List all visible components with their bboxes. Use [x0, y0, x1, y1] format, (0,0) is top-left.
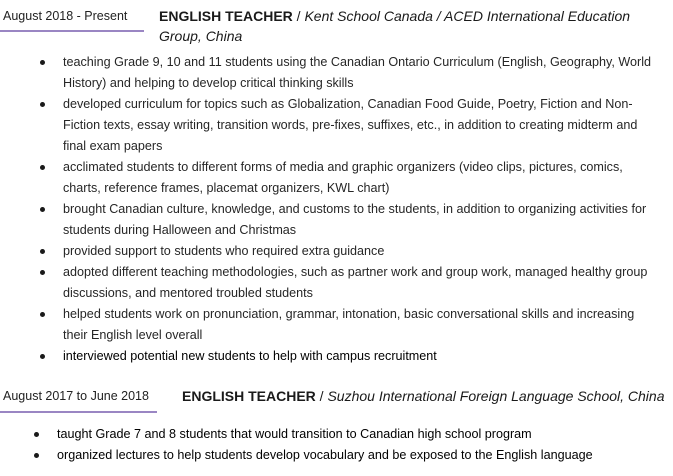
bullet-icon	[40, 354, 45, 359]
bullet-text: teaching Grade 9, 10 and 11 students using the Canadian Ontario Curriculum (English, Geography, World History) and helping to develop critical thinking skills	[63, 55, 652, 90]
bullet-text: taught Grade 7 and 8 students that would transition to Canadian high school program	[57, 427, 532, 441]
list-item	[34, 445, 664, 466]
title-separator: /	[315, 388, 328, 404]
bullet-icon	[40, 60, 45, 65]
list-item	[40, 346, 660, 367]
bullet-text: developed curriculum for topics such as Globalization, Canadian Food Guide, Poetry, Fiction and Non-Fiction texts, essay writing, transition words, pre-fixes, suffixes, etc., in addition to creating midterm and final exam papers	[63, 97, 638, 153]
list-item	[40, 262, 660, 304]
bullet-text: helped students work on pronunciation, grammar, intonation, basic conversational skills and increasing their English level overall	[63, 307, 635, 342]
list-item	[40, 304, 660, 346]
job-organization: Suzhou International Foreign Language School, China	[327, 388, 665, 404]
bullet-text: organized lectures to help students develop vocabulary and be exposed to the English language	[57, 448, 593, 462]
bullet-icon	[40, 312, 45, 317]
bullet-text: provided support to students who required extra guidance	[63, 244, 385, 258]
bullet-icon	[34, 432, 39, 437]
job-title	[182, 386, 673, 406]
job-bullet-list	[40, 52, 660, 367]
list-item	[40, 157, 660, 199]
job-date: August 2017 to June 2018	[3, 389, 149, 403]
job-bullet-list	[34, 424, 664, 466]
bullet-icon	[40, 165, 45, 170]
date-underline	[0, 411, 157, 413]
bullet-text: brought Canadian culture, knowledge, and customs to the students, in addition to organizing activities for students during Halloween and Christmas	[63, 202, 647, 237]
bullet-icon	[40, 270, 45, 275]
bullet-text: interviewed potential new students to help with campus recruitment	[63, 349, 437, 363]
bullet-text: acclimated students to different forms of media and graphic organizers (video clips, pictures, comics, charts, reference frames, placemat organizers, KWL chart)	[63, 160, 623, 195]
job-organization: Kent School Canada / ACED International Education Group, China	[159, 8, 631, 44]
bullet-icon	[34, 453, 39, 458]
title-separator: /	[292, 8, 305, 24]
bullet-icon	[40, 207, 45, 212]
job-role: ENGLISH TEACHER	[159, 8, 293, 24]
job-date: August 2018 - Present	[3, 9, 128, 23]
job-title	[159, 6, 673, 46]
list-item	[40, 52, 660, 94]
date-underline	[0, 30, 144, 32]
job-role: ENGLISH TEACHER	[182, 388, 316, 404]
bullet-text: adopted different teaching methodologies, such as partner work and group work, managed healthy group discussions, and mentored troubled students	[63, 265, 648, 300]
list-item	[40, 241, 660, 262]
bullet-icon	[40, 249, 45, 254]
list-item	[34, 424, 664, 445]
list-item	[40, 199, 660, 241]
bullet-icon	[40, 102, 45, 107]
list-item	[40, 94, 660, 157]
